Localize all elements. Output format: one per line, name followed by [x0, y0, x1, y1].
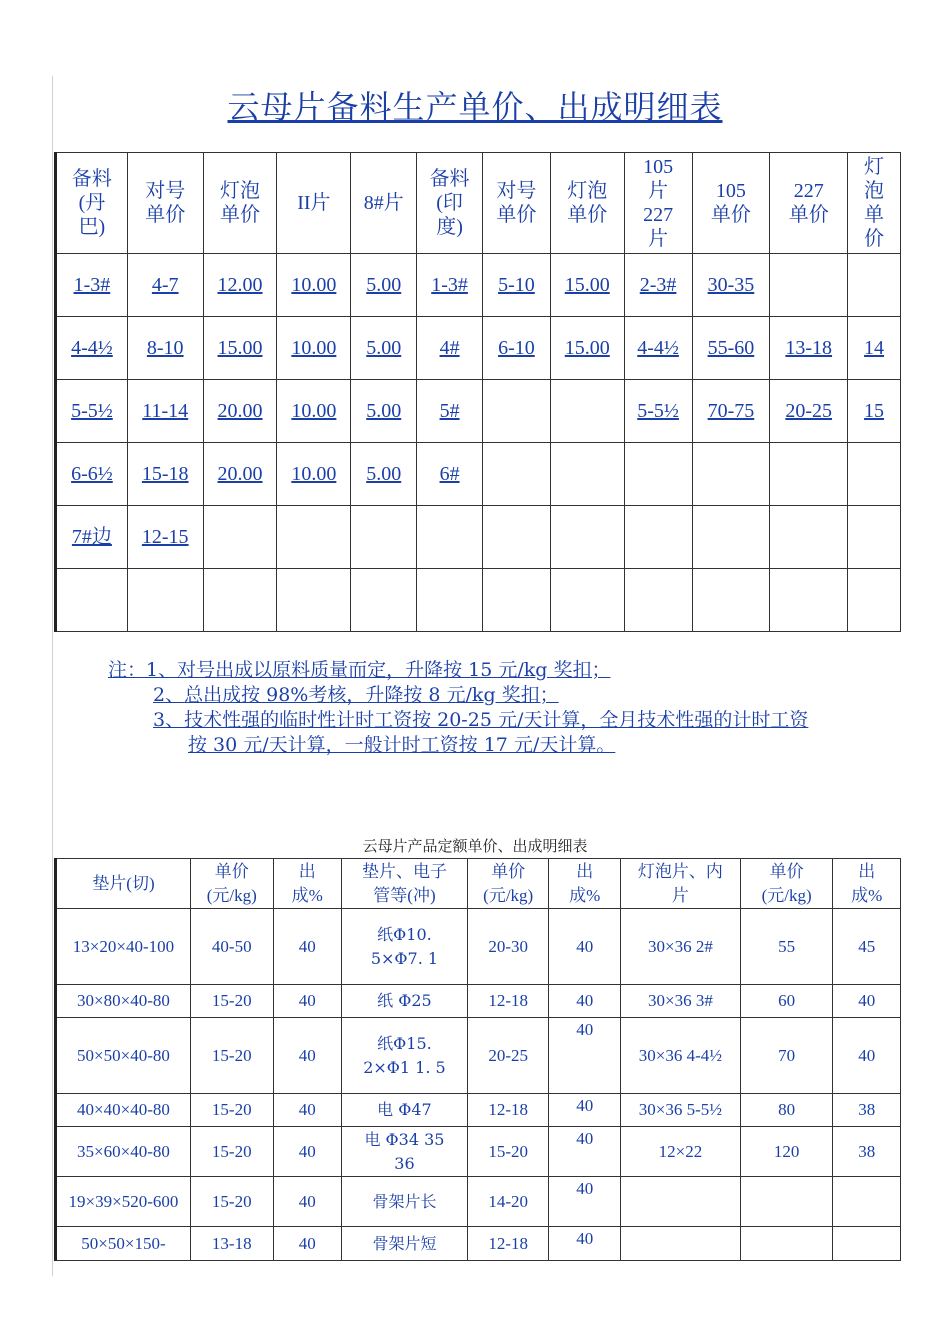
table1-header-cell — [483, 153, 551, 254]
table1-cell — [770, 254, 848, 317]
table2-cell — [740, 909, 833, 985]
table1-cell: 12-15 — [127, 506, 203, 569]
table1-cell — [203, 506, 277, 569]
cell-text: 14-20 — [488, 1191, 529, 1211]
table2-cell — [620, 1227, 740, 1261]
table1-header-cell — [550, 153, 624, 254]
table1-header-cell — [624, 153, 692, 254]
table2-header-cell — [56, 859, 191, 909]
cell-text: 38 — [858, 1141, 876, 1161]
header-text: 备料(印度) — [429, 168, 470, 238]
table1-cell: 6-6½ — [56, 443, 128, 506]
table2-cell — [467, 1094, 549, 1127]
table1-cell — [56, 569, 128, 632]
table1-cell: 5# — [417, 380, 483, 443]
cell-text: 30×36 3# — [647, 991, 713, 1010]
note-line: 按 30 元/天计算，一般计时工资按 17 元/天计算。 — [188, 734, 616, 756]
cell-text: 40 — [576, 1229, 594, 1248]
table1-cell — [483, 443, 551, 506]
table-row — [56, 443, 901, 506]
table1-cell — [692, 506, 770, 569]
left-margin-line — [52, 76, 53, 1276]
table2-cell — [273, 1227, 341, 1261]
table1-cell: 6-10 — [483, 317, 551, 380]
table1-header-cell — [203, 153, 277, 254]
table1-cell: 5.00 — [351, 443, 417, 506]
cell-text: 15-20 — [211, 1141, 252, 1161]
cell-text: 15-20 — [211, 1191, 252, 1211]
table1-cell: 70-75 — [692, 380, 770, 443]
table1-cell — [483, 506, 551, 569]
cell-text: 40×40×40-80 — [77, 1100, 170, 1119]
table-row — [56, 985, 901, 1018]
cell-text: 12-18 — [488, 991, 529, 1010]
table1-header-cell — [127, 153, 203, 254]
cell-text: 15-20 — [211, 991, 252, 1010]
table1-cell: 5-10 — [483, 254, 551, 317]
table2-cell — [190, 1227, 273, 1261]
table2-cell — [56, 1177, 191, 1227]
quota-price-table — [54, 858, 901, 1261]
table-row — [56, 1127, 901, 1177]
header-text: II片 — [297, 192, 331, 214]
cell-text: 40 — [576, 1179, 594, 1198]
table2-cell — [740, 1018, 833, 1094]
table2-cell — [833, 1227, 901, 1261]
cell-text: 120 — [773, 1141, 800, 1161]
cell-text: 30×36 4-4½ — [638, 1045, 723, 1065]
table1-header-cell — [770, 153, 848, 254]
header-text: 单价(元/kg) — [206, 861, 257, 905]
cell-text: 50×50×150- — [81, 1233, 166, 1253]
table1-cell: 12.00 — [203, 254, 277, 317]
note-line: 2、总出成按 98%考核，升降按 8 元/kg 奖扣； — [153, 684, 559, 706]
table1-cell: 6# — [417, 443, 483, 506]
table2-cell — [467, 1227, 549, 1261]
table2-cell — [342, 1177, 468, 1227]
cell-text: 12×22 — [658, 1141, 703, 1161]
table1-cell — [203, 569, 277, 632]
header-text: 105单价 — [710, 180, 751, 226]
table2-cell — [342, 985, 468, 1018]
table2-header-cell — [833, 859, 901, 909]
table2-cell — [273, 1018, 341, 1094]
cell-text: 40 — [858, 991, 876, 1010]
table2-cell — [740, 1127, 833, 1177]
header-text: 单价(元/kg) — [483, 861, 534, 905]
table2-cell — [273, 1177, 341, 1227]
cell-text: 60 — [778, 991, 796, 1010]
cell-text: 骨架片短 — [372, 1233, 437, 1253]
cell-text: 40-50 — [211, 936, 252, 956]
cell-text: 40 — [298, 1045, 316, 1065]
table2-header-cell — [273, 859, 341, 909]
table2-cell — [56, 909, 191, 985]
cell-text: 电 Φ34 35 36 — [364, 1129, 445, 1173]
cell-text: 纸Φ15. 2×Φ1 1. 5 — [363, 1033, 446, 1077]
cell-text: 30×80×40-80 — [77, 991, 170, 1010]
cell-text: 电 Φ47 — [377, 1100, 432, 1119]
table2-cell — [549, 985, 621, 1018]
header-text: 垫片(切) — [92, 873, 155, 893]
table1-cell: 7#边 — [56, 506, 128, 569]
table1-cell: 14 — [848, 317, 901, 380]
notes — [108, 658, 808, 758]
table2-cell — [833, 985, 901, 1018]
cell-text: 12-18 — [488, 1100, 529, 1119]
table-row — [56, 506, 901, 569]
table2-cell — [549, 1177, 621, 1227]
table1-cell: 4-4½ — [624, 317, 692, 380]
cell-text: 40 — [576, 991, 594, 1010]
cell-text: 40 — [576, 1096, 594, 1115]
cell-text: 40 — [298, 1233, 316, 1253]
table2-cell — [620, 1094, 740, 1127]
table1-cell: 4# — [417, 317, 483, 380]
cell-text: 40 — [298, 1100, 316, 1119]
table1-cell — [277, 569, 351, 632]
table1-cell — [624, 443, 692, 506]
table1-cell: 15.00 — [550, 254, 624, 317]
table2-header-cell — [190, 859, 273, 909]
table2-title: 云母片产品定额单价、出成明细表 — [362, 837, 588, 855]
table1-cell: 10.00 — [277, 254, 351, 317]
table1-cell: 55-60 — [692, 317, 770, 380]
header-text: 8#片 — [363, 192, 404, 214]
table-row — [56, 254, 901, 317]
header-text: 备料(丹巴) — [71, 168, 112, 238]
table2-cell — [273, 1127, 341, 1177]
table2-cell — [549, 1094, 621, 1127]
table1-cell — [550, 443, 624, 506]
table1-cell — [624, 569, 692, 632]
table1-header-cell — [56, 153, 128, 254]
cell-text: 20-25 — [488, 1045, 529, 1065]
table2-cell — [467, 909, 549, 985]
table2-cell — [833, 1177, 901, 1227]
table-row — [56, 380, 901, 443]
table1-cell: 10.00 — [277, 380, 351, 443]
table1-cell: 1-3# — [56, 254, 128, 317]
table1-cell: 5.00 — [351, 380, 417, 443]
table2-cell — [467, 1127, 549, 1177]
table2-cell — [740, 1094, 833, 1127]
table2-cell — [273, 985, 341, 1018]
cell-text: 纸 Φ25 — [377, 991, 432, 1010]
table1-cell — [550, 380, 624, 443]
table2-cell — [467, 1018, 549, 1094]
table1-cell — [692, 443, 770, 506]
table2-cell — [56, 1127, 191, 1177]
table1-header-cell — [692, 153, 770, 254]
table1-cell: 15.00 — [550, 317, 624, 380]
cell-text: 55 — [778, 936, 796, 956]
table2-cell — [56, 1094, 191, 1127]
table2-cell — [190, 1018, 273, 1094]
note-line: 3、技术性强的临时性计时工资按 20-25 元/天计算，全月技术性强的计时工资 — [153, 709, 809, 731]
cell-text: 15-20 — [488, 1141, 529, 1161]
cell-text: 骨架片长 — [372, 1191, 437, 1211]
table1-cell: 15 — [848, 380, 901, 443]
header-text: 灯泡片、内片 — [637, 861, 723, 905]
table1-cell: 20.00 — [203, 380, 277, 443]
table-row — [56, 1177, 901, 1227]
table2-cell — [190, 985, 273, 1018]
cell-text: 12-18 — [488, 1233, 529, 1253]
table1-cell — [351, 506, 417, 569]
table2-header-cell — [467, 859, 549, 909]
cell-text: 40 — [576, 936, 594, 956]
table2-cell — [549, 909, 621, 985]
header-text: 灯泡单价 — [567, 180, 608, 226]
table2-cell — [342, 909, 468, 985]
table2-cell — [833, 1018, 901, 1094]
header-text: 灯泡单价 — [864, 156, 885, 250]
cell-text: 40 — [298, 1191, 316, 1211]
header-text: 灯泡单价 — [220, 180, 261, 226]
table2-cell — [620, 1018, 740, 1094]
cell-text: 35×60×40-80 — [77, 1141, 170, 1161]
cell-text: 20-30 — [488, 936, 529, 956]
table1-cell — [550, 569, 624, 632]
table1-cell — [848, 506, 901, 569]
table2-cell — [549, 1127, 621, 1177]
table2-cell — [833, 1127, 901, 1177]
table-row — [56, 1227, 901, 1261]
table2-header-cell — [740, 859, 833, 909]
header-text: 单价(元/kg) — [761, 861, 812, 905]
cell-text: 40 — [298, 1141, 316, 1161]
cell-text: 纸Φ10. 5×Φ7. 1 — [370, 924, 439, 968]
cell-text: 15-20 — [211, 1100, 252, 1119]
cell-text: 15-20 — [211, 1045, 252, 1065]
table2-cell — [549, 1018, 621, 1094]
header-text: 对号单价 — [496, 180, 537, 226]
table2-cell — [56, 1227, 191, 1261]
table1-cell: 5-5½ — [624, 380, 692, 443]
table-row — [56, 569, 901, 632]
cell-text: 40 — [298, 991, 316, 1010]
table1-cell — [770, 569, 848, 632]
table2-cell — [342, 1127, 468, 1177]
table-row — [56, 1094, 901, 1127]
table2-cell — [342, 1094, 468, 1127]
table-row — [56, 1018, 901, 1094]
table2-cell — [833, 1094, 901, 1127]
header-text: 对号单价 — [145, 180, 186, 226]
table1-cell: 30-35 — [692, 254, 770, 317]
table1-cell: 20-25 — [770, 380, 848, 443]
table2-cell — [620, 1127, 740, 1177]
table1-cell — [127, 569, 203, 632]
unit-price-table — [54, 152, 901, 632]
table1-cell: 4-7 — [127, 254, 203, 317]
table1-header-cell — [277, 153, 351, 254]
cell-text: 45 — [858, 936, 876, 956]
header-text: 出成% — [569, 861, 601, 905]
cell-text: 13×20×40-100 — [72, 936, 175, 956]
table1-cell — [483, 380, 551, 443]
table2-cell — [190, 1094, 273, 1127]
table1-cell: 5.00 — [351, 254, 417, 317]
table1-cell: 10.00 — [277, 317, 351, 380]
header-text: 227单价 — [788, 180, 829, 226]
table2-cell — [56, 985, 191, 1018]
page-title: 云母片备料生产单价、出成明细表 — [227, 88, 723, 126]
table1-cell — [848, 569, 901, 632]
table2-header-cell — [620, 859, 740, 909]
table2-cell — [190, 1177, 273, 1227]
table2-cell — [620, 1177, 740, 1227]
table1-header-cell — [351, 153, 417, 254]
table1-cell: 15-18 — [127, 443, 203, 506]
header-text: 出成% — [291, 861, 323, 905]
cell-text: 30×36 2# — [647, 936, 713, 956]
cell-text: 70 — [778, 1045, 796, 1065]
table2-cell — [740, 1177, 833, 1227]
table1-cell — [550, 506, 624, 569]
table2-cell — [56, 1018, 191, 1094]
table1-cell — [417, 506, 483, 569]
table1-cell — [417, 569, 483, 632]
table1-header-cell — [417, 153, 483, 254]
note-line: 注：1、对号出成以原料质量而定，升降按 15 元/kg 奖扣； — [108, 659, 611, 681]
table1-cell: 11-14 — [127, 380, 203, 443]
cell-text: 30×36 5-5½ — [638, 1100, 723, 1119]
table1-cell: 1-3# — [417, 254, 483, 317]
table-row — [56, 909, 901, 985]
table2-cell — [190, 1127, 273, 1177]
table2-cell — [273, 1094, 341, 1127]
table-row — [56, 317, 901, 380]
table1-cell: 8-10 — [127, 317, 203, 380]
cell-text: 19×39×520-600 — [68, 1191, 179, 1211]
cell-text: 40 — [298, 936, 316, 956]
table2-cell — [833, 909, 901, 985]
header-text: 出成% — [851, 861, 883, 905]
table1-cell — [692, 569, 770, 632]
table1-cell — [848, 254, 901, 317]
table1-cell: 20.00 — [203, 443, 277, 506]
table1-cell — [624, 506, 692, 569]
table1-cell — [483, 569, 551, 632]
table1-cell — [351, 569, 417, 632]
table1-cell — [770, 443, 848, 506]
table2-header-cell — [342, 859, 468, 909]
cell-text: 80 — [778, 1100, 796, 1119]
table1-cell: 2-3# — [624, 254, 692, 317]
table1-cell — [277, 506, 351, 569]
table1-cell: 13-18 — [770, 317, 848, 380]
table1-cell — [770, 506, 848, 569]
cell-text: 50×50×40-80 — [77, 1045, 170, 1065]
table1-cell — [848, 443, 901, 506]
table1-header-cell — [848, 153, 901, 254]
cell-text: 40 — [858, 1045, 876, 1065]
header-text: 105片227片 — [643, 156, 674, 250]
table1-cell: 10.00 — [277, 443, 351, 506]
cell-text: 40 — [576, 1020, 594, 1039]
table2-cell — [467, 985, 549, 1018]
table2-cell — [740, 1227, 833, 1261]
header-text: 垫片、电子管等(冲) — [361, 861, 447, 905]
table2-cell — [273, 909, 341, 985]
table1-cell: 5.00 — [351, 317, 417, 380]
cell-text: 13-18 — [211, 1233, 252, 1253]
table1-cell: 5-5½ — [56, 380, 128, 443]
table2-cell — [620, 985, 740, 1018]
table2-cell — [342, 1227, 468, 1261]
cell-text: 38 — [858, 1100, 876, 1119]
table2-cell — [467, 1177, 549, 1227]
table2-header-cell — [549, 859, 621, 909]
table1-cell: 4-4½ — [56, 317, 128, 380]
table2-cell — [740, 985, 833, 1018]
table1-cell: 15.00 — [203, 317, 277, 380]
table2-cell — [190, 909, 273, 985]
table2-cell — [549, 1227, 621, 1261]
cell-text: 40 — [576, 1129, 594, 1148]
table2-cell — [620, 909, 740, 985]
table2-cell — [342, 1018, 468, 1094]
